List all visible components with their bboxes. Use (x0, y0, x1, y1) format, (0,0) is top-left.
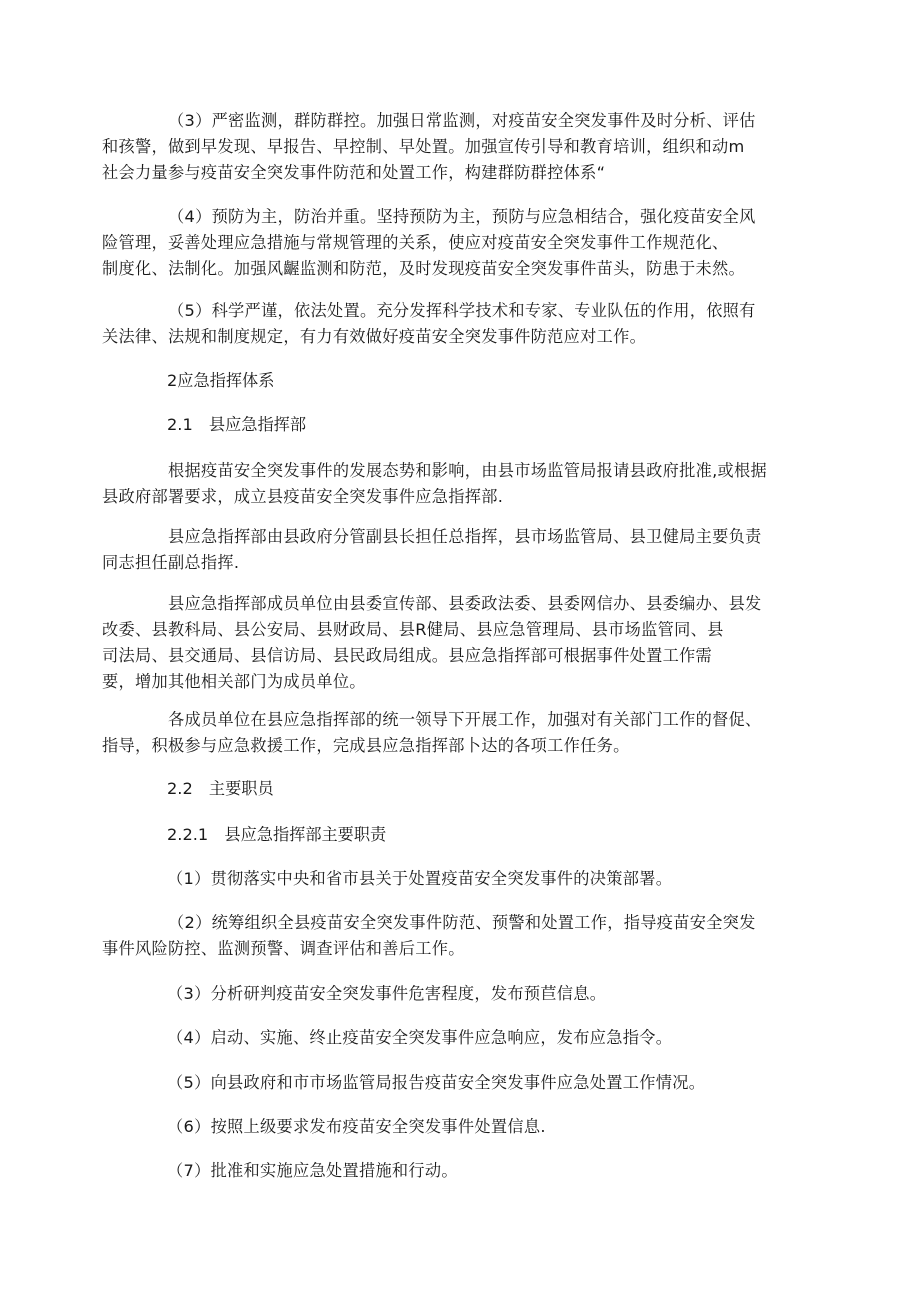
paragraph-principle-3 (102, 108, 790, 186)
text-line: 险管理，妥善处理应急措施与常规管理的关系，使应对疫苗安全突发事件工作规范化、 (102, 233, 729, 252)
paragraph-principle-5 (102, 298, 790, 350)
duty-item-2 (102, 910, 790, 962)
paragraph-commander (102, 524, 790, 576)
duty-item-3: （3）分析研判疫苗安全突发事件危害程度，发布预苣信息。 (167, 984, 607, 1003)
text-line: 县政府部署要求，成立县疫苗安全突发事件应急指挥部. (102, 487, 504, 506)
duty-item-5: （5）向县政府和市市场监管局报告疫苗安全突发事件应急处置工作情况。 (167, 1073, 706, 1092)
text-line: （2）统筹组织全县疫苗安全突发事件防范、预警和处置工作，指导疫苗安全突发 (168, 913, 756, 932)
duty-item-7: （7）批准和实施应急处置措施和行动。 (167, 1161, 458, 1180)
paragraph-member-units (102, 591, 790, 695)
text-line: （5）科学严谨，依法处置。充分发挥科学技术和专家、专业队伍的作用，依照有 (168, 301, 756, 320)
text-line: 县应急指挥部由县政府分管副县长担任总指挥，县市场监管局、县卫健局主要负责 (168, 527, 762, 546)
section-heading-2-2: 2.2 主要职员 (167, 779, 274, 798)
duty-item-4: （4）启动、实施、终止疫苗安全突发事件应急响应，发布应急指令。 (167, 1028, 673, 1047)
paragraph-unified-leadership (102, 707, 790, 759)
section-heading-2-1: 2.1 县应急指挥部 (167, 415, 307, 434)
text-line: （4）预防为主，防治并重。坚持预防为主，预防与应急相结合，强化疫苗安全风 (168, 207, 756, 226)
section-heading-2: 2应急指挥体系 (167, 371, 275, 390)
text-line: 事件风险防控、监测预警、调查评估和善后工作。 (102, 939, 465, 958)
text-line: 制度化、法制化。加强风齷监测和防范，及时发现疫苗安全突发事件苗头，防患于未然。 (102, 259, 746, 278)
duty-item-6: （6）按照上级要求发布疫苗安全突发事件处置信息. (167, 1117, 546, 1136)
text-line: 县应急指挥部成员单位由县委宣传部、县委政法委、县委网信办、县委编办、县发 (168, 594, 762, 613)
text-line: 各成员单位在县应急指挥部的统一领导下开展工作，加强对有关部门工作的督促、 (168, 710, 762, 729)
text-line: 改委、县教科局、县公安局、县财政局、县R健局、县应急管理局、县市场监管同、县 (102, 620, 724, 639)
paragraph-establishment (102, 458, 790, 510)
duty-item-1: （1）贯彻落实中央和省市县关于处置疫苗安全突发事件的决策部署。 (167, 869, 673, 888)
text-line: 司法局、县交通局、县信访局、县民政局组成。县应急指挥部可根据事件处置工作需 (102, 646, 713, 665)
text-line: 社会力量参与疫苗安全突发事件防范和处置工作，构建群防群控体系“ (102, 163, 606, 182)
text-line: 根据疫苗安全突发事件的发展态势和影响，由县市场监管局报请县政府批准,或根据 (168, 461, 767, 480)
text-line: 指导，积极参与应急救援工作，完成县应急指挥部卜达的各项工作任务。 (102, 736, 630, 755)
text-line: 和孩警，做到早发现、早报告、早控制、早处置。加强宣传引导和教育培训，组织和动m (102, 137, 745, 156)
text-line: 关法律、法规和制度规定，有力有效做好疫苗安全突发事件防范应对工作。 (102, 327, 647, 346)
paragraph-principle-4 (102, 204, 790, 282)
text-line: （3）严密监测，群防群控。加强日常监测，对疫苗安全突发事件及时分析、评估 (168, 111, 756, 130)
section-heading-2-2-1: 2.2.1 县应急指挥部主要职责 (167, 825, 387, 844)
text-line: 要，增加其他相关部门为成员单位。 (102, 672, 366, 691)
text-line: 同志担任副总指挥. (102, 553, 240, 572)
